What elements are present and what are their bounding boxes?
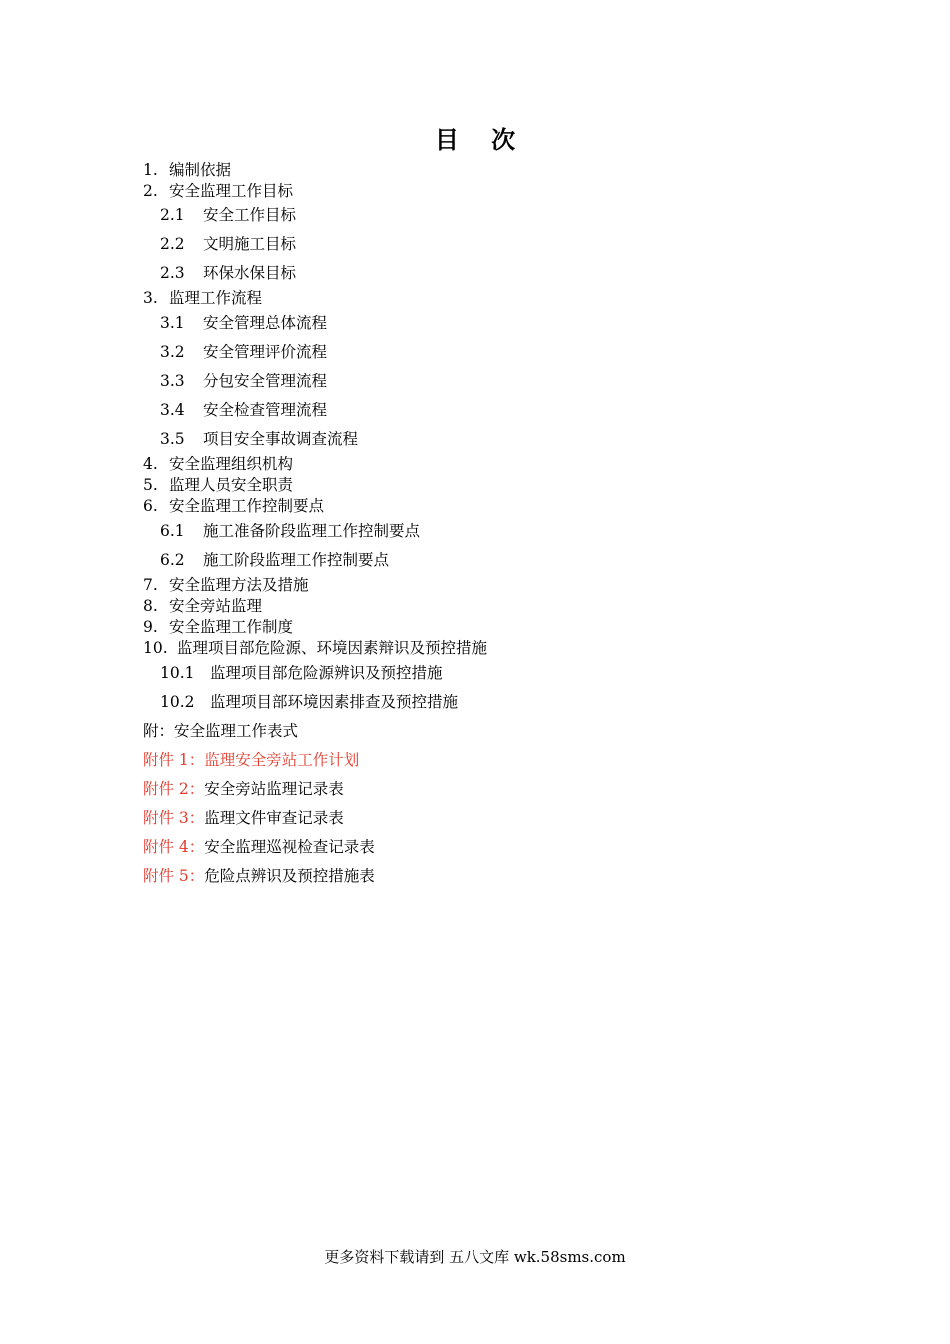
toc-subitem[interactable] (160, 692, 458, 712)
toc-item-number: 3.5 (160, 430, 185, 448)
toc-subitem[interactable] (160, 205, 296, 225)
toc-item-number: 6.2 (160, 551, 185, 569)
toc-subitem[interactable] (160, 234, 296, 254)
appendix-heading: 附：安全监理工作表式 (143, 722, 299, 740)
appendix-label: 附件 2： (143, 780, 205, 798)
toc-subitem[interactable] (160, 342, 327, 362)
toc-item[interactable] (143, 288, 262, 308)
toc-item[interactable] (143, 575, 309, 595)
toc-item-label: 安全监理工作制度 (169, 618, 294, 636)
appendix-item[interactable] (143, 750, 359, 770)
toc-item-number: 10. (143, 639, 168, 657)
toc-item-label: 监理工作流程 (169, 289, 263, 307)
toc-item-number: 3.1 (160, 314, 185, 332)
toc-item-number: 2. (143, 182, 158, 200)
appendix-item[interactable] (143, 866, 375, 886)
toc-item-label: 安全工作目标 (203, 206, 297, 224)
appendix-label: 附件 4： (143, 838, 205, 856)
toc-item[interactable] (143, 617, 293, 637)
toc-item[interactable] (143, 160, 231, 180)
toc-item-label: 监理项目部环境因素排查及预控措施 (210, 693, 459, 711)
appendix-title: 监理安全旁站工作计划 (204, 751, 360, 769)
toc-item-label: 施工准备阶段监理工作控制要点 (203, 522, 421, 540)
toc-item-number: 8. (143, 597, 158, 615)
toc-item-label: 施工阶段监理工作控制要点 (203, 551, 390, 569)
toc-item-label: 文明施工目标 (203, 235, 297, 253)
toc-item-number: 10.1 (160, 664, 195, 682)
toc-item-label: 安全监理方法及措施 (169, 576, 309, 594)
toc-subitem[interactable] (160, 263, 296, 283)
toc-item-number: 10.2 (160, 693, 195, 711)
toc-item-label: 监理人员安全职责 (169, 476, 294, 494)
toc-item-number: 7. (143, 576, 158, 594)
toc-item[interactable] (143, 638, 487, 658)
toc-item-number: 4. (143, 455, 158, 473)
toc-subitem[interactable] (160, 313, 327, 333)
toc-subitem[interactable] (160, 550, 389, 570)
appendix-item[interactable] (143, 837, 375, 857)
toc-item-label: 监理项目部危险源、环境因素辩识及预控措施 (177, 639, 488, 657)
appendix-title: 监理文件审查记录表 (204, 809, 344, 827)
toc-item-label: 环保水保目标 (203, 264, 297, 282)
toc-item-number: 2.3 (160, 264, 185, 282)
toc-item-label: 安全检查管理流程 (203, 401, 328, 419)
toc-item[interactable] (143, 596, 262, 616)
appendix-item[interactable] (143, 779, 344, 799)
toc-item-number: 6.1 (160, 522, 185, 540)
toc-item-label: 分包安全管理流程 (203, 372, 328, 390)
toc-item-number: 9. (143, 618, 158, 636)
toc-item-label: 安全管理总体流程 (203, 314, 328, 332)
appendix-title: 危险点辨识及预控措施表 (204, 867, 375, 885)
toc-item-label: 编制依据 (169, 161, 232, 179)
toc-subitem[interactable] (160, 663, 443, 683)
appendix-title: 安全旁站监理记录表 (204, 780, 344, 798)
toc-item-number: 6. (143, 497, 158, 515)
toc-item-number: 3.3 (160, 372, 185, 390)
toc-subitem[interactable] (160, 521, 420, 541)
toc-item-number: 3.2 (160, 343, 185, 361)
footer-link[interactable]: 更多资料下载请到 五八文库 wk.58sms.com (324, 1248, 626, 1266)
toc-item[interactable] (143, 475, 293, 495)
toc-item-number: 2.1 (160, 206, 185, 224)
toc-item-label: 安全监理工作控制要点 (169, 497, 325, 515)
toc-item-label: 安全监理组织机构 (169, 455, 294, 473)
appendix-label: 附件 3： (143, 809, 205, 827)
toc-item-number: 5. (143, 476, 158, 494)
toc-item-number: 2.2 (160, 235, 185, 253)
toc-subitem[interactable] (160, 371, 327, 391)
appendix-label: 附件 5： (143, 867, 205, 885)
appendix-title: 安全监理巡视检查记录表 (204, 838, 375, 856)
appendix-item[interactable] (143, 808, 344, 828)
toc-item[interactable] (143, 454, 293, 474)
toc-item-number: 3.4 (160, 401, 185, 419)
toc-item-number: 3. (143, 289, 158, 307)
appendix-label: 附件 1： (143, 751, 205, 769)
toc-item[interactable] (143, 496, 324, 516)
toc-item[interactable] (143, 181, 293, 201)
toc-item-label: 监理项目部危险源辨识及预控措施 (210, 664, 443, 682)
toc-subitem[interactable] (160, 400, 327, 420)
toc-item-label: 安全旁站监理 (169, 597, 263, 615)
toc-item-label: 安全监理工作目标 (169, 182, 294, 200)
toc-item-number: 1. (143, 161, 158, 179)
toc-item-label: 项目安全事故调查流程 (203, 430, 359, 448)
toc-subitem[interactable] (160, 429, 358, 449)
page-title: 目 次 (434, 125, 528, 154)
toc-item-label: 安全管理评价流程 (203, 343, 328, 361)
